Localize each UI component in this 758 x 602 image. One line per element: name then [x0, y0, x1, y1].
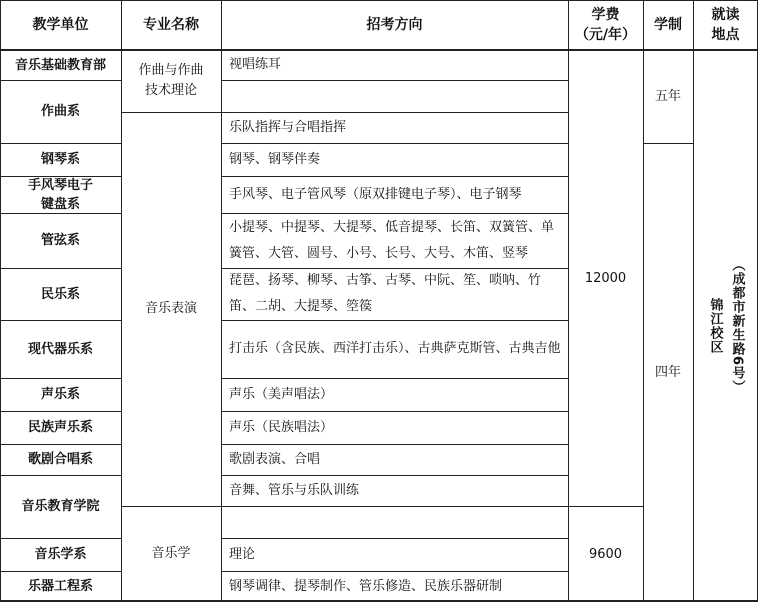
unit-cell: 民族声乐系: [27, 420, 93, 435]
direction-cell: 理论: [229, 546, 256, 562]
direction-cell: 歌剧表演、合唱: [229, 451, 321, 467]
row-line: [221, 571, 568, 572]
direction-cell: 琵琶、扬琴、柳琴、古筝、古琴、中阮、笙、唢呐、竹笛、二胡、大提琴、箜篌: [229, 273, 542, 314]
fee-lower: 9600: [588, 546, 623, 562]
row-line: [121, 112, 568, 113]
unit-cell: 手风琴电子 键盘系: [27, 177, 93, 212]
duration-five: 五年: [654, 88, 681, 104]
direction-cell: 声乐（美声唱法）: [229, 386, 334, 402]
row-line: [221, 411, 568, 412]
header-duration: 学制: [654, 17, 682, 33]
header-divider: [0, 49, 758, 51]
row-line: [0, 80, 121, 81]
major-musicology: 音乐学: [151, 546, 191, 561]
header-major: 专业名称: [143, 17, 199, 33]
header-location-line2: 地点: [711, 27, 740, 43]
direction-cell: 钢琴、钢琴伴奏: [229, 151, 321, 167]
header-unit: 教学单位: [32, 17, 89, 33]
row-line: [643, 143, 693, 144]
row-line: [0, 571, 121, 572]
col-line: [568, 0, 569, 602]
fee-upper: 12000: [584, 270, 627, 286]
unit-cell: 音乐基础教育部: [14, 57, 106, 73]
row-line: [221, 378, 568, 379]
row-line: [0, 444, 121, 445]
header-location-line1: 就读: [711, 7, 740, 23]
row-line: [0, 320, 121, 321]
row-line: [121, 506, 643, 507]
header-location: [693, 0, 758, 50]
unit-cell: 声乐系: [40, 387, 80, 402]
direction-cell: [221, 506, 568, 538]
row-line: [0, 538, 121, 539]
col-line: [221, 0, 222, 602]
major-performance: 音乐表演: [144, 301, 197, 316]
direction-cell: 视唱练耳: [229, 57, 282, 72]
table-border-top: [0, 0, 758, 1]
unit-cell: 音乐学系: [34, 547, 87, 562]
unit-cell: 作曲系: [40, 104, 80, 119]
unit-cell: 音乐教育学院: [21, 499, 100, 514]
row-line: [221, 213, 568, 214]
row-line: [0, 176, 121, 177]
row-line: [0, 268, 121, 269]
row-line: [221, 475, 568, 476]
row-line: [221, 268, 568, 269]
direction-cell: [221, 80, 568, 112]
unit-cell: 乐器工程系: [27, 579, 93, 594]
major-composition: 作曲与作曲技术理论: [138, 63, 204, 98]
row-line: [221, 320, 568, 321]
unit-cell: 民乐系: [40, 286, 80, 302]
unit-cell: 现代器乐系: [27, 341, 93, 357]
duration-four: 四年: [654, 364, 681, 380]
row-line: [221, 538, 568, 539]
row-line: [221, 444, 568, 445]
col-line: [121, 0, 122, 602]
unit-cell: 歌剧合唱系: [27, 452, 93, 467]
row-line: [0, 378, 121, 379]
direction-cell: 乐队指挥与合唱指挥: [229, 119, 347, 135]
unit-cell: 钢琴系: [40, 152, 80, 167]
header-fee: [568, 0, 643, 50]
direction-cell: 音舞、管乐与乐队训练: [229, 482, 360, 498]
location-address: （成都市新生路6号）: [729, 257, 745, 395]
row-line: [221, 176, 568, 177]
table-border-left: [0, 0, 1, 602]
row-line: [221, 80, 568, 81]
direction-cell: 钢琴调律、提琴制作、管乐修造、民族乐器研制: [229, 578, 503, 594]
row-line: [0, 213, 121, 214]
col-line: [693, 0, 694, 602]
row-line: [0, 475, 121, 476]
direction-cell: 手风琴、电子管风琴（原双排键电子琴）、电子钢琴: [229, 186, 522, 202]
direction-cell: 打击乐（含民族、西洋打击乐）、古典萨克斯管、古典吉他: [229, 341, 561, 356]
header-fee-line2: （元/年）: [574, 27, 637, 43]
row-line: [221, 143, 568, 144]
unit-cell: 管弦系: [40, 233, 80, 248]
direction-cell: 声乐（民族唱法）: [229, 419, 334, 435]
col-line: [643, 0, 644, 602]
direction-cell: 小提琴、中提琴、大提琴、低音提琴、长笛、双簧管、单簧管、大管、圆号、小号、长号、大号、木笛、竖琴: [229, 219, 555, 261]
header-fee-line1: 学费: [591, 7, 620, 23]
location-cell: [693, 50, 758, 602]
row-line: [0, 143, 121, 144]
location-campus: 锦江校区: [707, 298, 723, 354]
row-line: [0, 411, 121, 412]
header-direction: 招考方向: [366, 17, 423, 33]
